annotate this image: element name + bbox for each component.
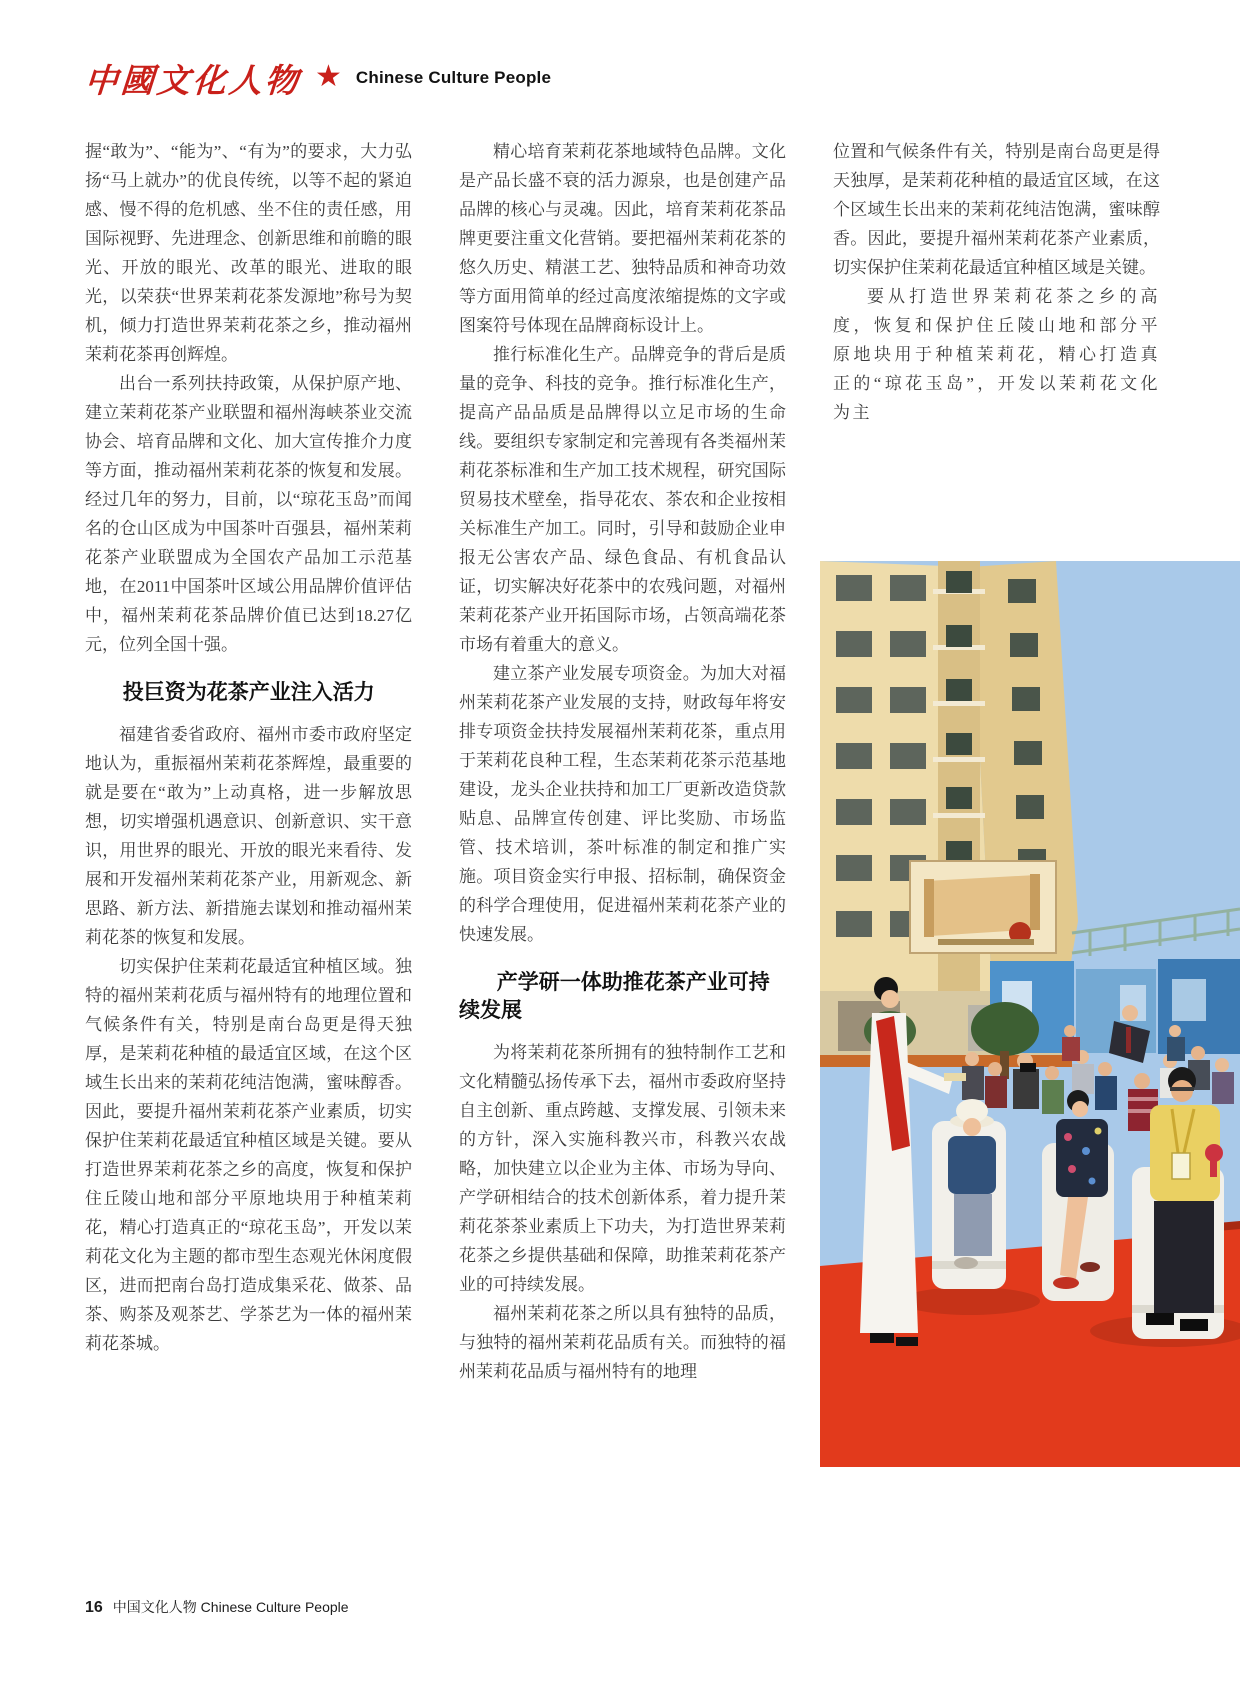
paragraph: 为将茉莉花茶所拥有的独特制作工艺和文化精髓弘扬传承下去，福州市委政府坚持自主创新、重点跨越、支撑发展、引领未来的方针，深入实施科教兴市，科教兴农战略，加快建立以企业为主体、市场为导向、产学研相结合的技术创新体系，着力提升茉莉花茶茶业素质上下功夫，为打造世界茉莉花茶之乡提供基础和保障，助推茉莉花茶产业的可持续发展。 — [459, 1043, 786, 1294]
magazine-logo-chinese: 中國文化人物 — [83, 63, 303, 100]
masthead — [85, 52, 551, 104]
paragraph: 推行标准化生产。品牌竞争的背后是质量的竞争、科技的竞争。推行标准化生产，提高产品品质是品牌得以立足市场的生命线。要组织专家制定和完善现有各类福州茉莉花茶标准和生产加工技术规程，研究国际贸易技术壁垒，指导花农、茶农和企业按相关标准生产加工。同时，引导和鼓励企业申报无公害农产品、绿色食品、有机食品认证，切实解决好花茶中的农残问题，对福州茉莉花茶产业开拓国际市场，占领高端花茶市场有着重大的意义。 — [459, 345, 786, 654]
paragraph: 切实保护住茉莉花最适宜种植区域。独特的福州茉莉花质与福州特有的地理位置和气候条件有关，特别是南台岛更是得天独厚，是茉莉花种植的最适宜区域，在这个区域生长出来的茉莉花纯洁饱满，蜜味醇香。因此，要提升福州茉莉花茶产业素质，切实保护住茉莉花最适宜种植区域是关键。要从打造世界茉莉花茶之乡的高度，恢复和保护住丘陵山地和部分平原地块用于种植茉莉花，精心打造真正的“琼花玉岛”，开发以茉莉花文化为主题的都市型生态观光休闲度假区，进而把南台岛打造成集采花、做茶、品茶、购茶及观茶艺、学茶艺为一体的福州茉莉花茶城。 — [85, 957, 412, 1353]
paragraph: 位置和气候条件有关，特别是南台岛更是得天独厚，是茉莉花种植的最适宜区域，在这个区域生长出来的茉莉花纯洁饱满，蜜味醇香。因此，要提升福州茉莉花茶产业素质，切实保护住茉莉花最适宜种植区域是关键。 — [833, 142, 1160, 277]
page-number: 16 — [85, 1599, 103, 1616]
section-heading: 投巨资为花茶产业注入活力 — [122, 681, 375, 704]
event-photo — [820, 561, 1240, 1467]
photo-guest-yellow-shirt — [1146, 1067, 1223, 1331]
text-column-1 — [85, 137, 412, 1358]
text-column-3 — [833, 137, 1160, 427]
magazine-logo-english: Chinese Culture People — [355, 68, 552, 87]
text-column-2 — [459, 137, 786, 1386]
footer-magazine-title: 中国文化人物 Chinese Culture People — [112, 1599, 349, 1615]
photo-billboard — [910, 861, 1056, 953]
paragraph: 出台一系列扶持政策，从保护原产地、建立茉莉花茶产业联盟和福州海峡茶业交流协会、培育品牌和文化、加大宣传推介力度等方面，推动福州茉莉花茶的恢复和发展。经过几年的努力，目前，以“琼花玉岛”而闻名的仓山区成为中国茶叶百强县，福州茉莉花茶产业联盟成为全国农产品加工示范基地，在2011中国茶叶区域公用品牌价值评估中，福州茉莉花茶品牌价值已达到18.27亿元，位列全国十强。 — [85, 374, 412, 654]
page-footer — [85, 1597, 349, 1617]
section-heading: 产学研一体助推花茶产业可持续发展 — [459, 971, 770, 1022]
paragraph: 福建省委省政府、福州市委市政府坚定地认为，重振福州茉莉花茶辉煌，最重要的就是要在“敢为”上动真格，进一步解放思想，切实增强机遇意识、创新意识、实干意识，用世界的眼光、开放的眼光来看待、发展和开发福州茉莉花茶产业，用新观念、新思路、新方法、新措施去谋划和推动福州茉莉花茶的恢复和发展。 — [85, 725, 412, 947]
paragraph: 要从打造世界茉莉花茶之乡的高度，恢复和保护住丘陵山地和部分平原地块用于种植茉莉花，精心打造真正的“琼花玉岛”，开发以茉莉花文化为主 — [833, 287, 1160, 422]
paragraph: 精心培育茉莉花茶地域特色品牌。文化是产品长盛不衰的活力源泉，也是创建产品品牌的核心与灵魂。因此，培育茉莉花茶品牌更要注重文化营销。要把福州茉莉花茶的悠久历史、精湛工艺、独特品质和神奇功效等方面用简单的经过高度浓缩提炼的文字或图案符号体现在品牌商标设计上。 — [459, 142, 786, 335]
paragraph: 握“敢为”、“能为”、“有为”的要求，大力弘扬“马上就办”的优良传统，以等不起的紧迫感、慢不得的危机感、坐不住的责任感，用国际视野、先进理念、创新思维和前瞻的眼光、开放的眼光、改革的眼光、进取的眼光，以荣获“世界茉莉花茶发源地”称号为契机，倾力打造世界茉莉花茶之乡，推动福州茉莉花茶再创辉煌。 — [85, 142, 412, 364]
paragraph: 福州茉莉花茶之所以具有独特的品质，与独特的福州茉莉花品质有关。而独特的福州茉莉花品质与福州特有的地理 — [459, 1304, 786, 1381]
paragraph: 建立茶产业发展专项资金。为加大对福州茉莉花茶产业发展的支持，财政每年将安排专项资金扶持发展福州茉莉花茶，重点用于茉莉花良种工程，生态茉莉花茶示范基地建设，龙头企业扶持和加工厂更新改造贷款贴息、品牌宣传创建、评比奖励、市场监管、技术培训，茶叶标准的制定和推广实施。项目资金实行申报、招标制，确保资金的科学合理使用，促进福州茉莉花茶产业的快速发展。 — [459, 664, 786, 944]
photo-guest-white-hat — [948, 1099, 996, 1269]
star-icon: ★ — [315, 60, 342, 93]
